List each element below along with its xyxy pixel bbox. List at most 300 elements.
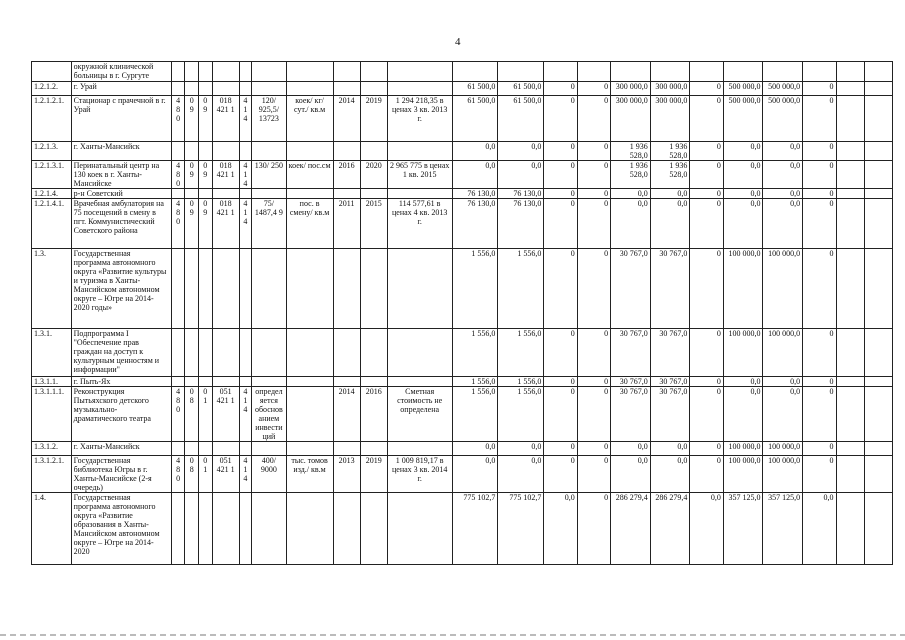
table-row	[32, 189, 893, 199]
value-cell	[333, 189, 360, 199]
value-cell: 0	[803, 82, 836, 96]
value-cell	[185, 329, 199, 377]
value-cell: 0	[577, 96, 610, 142]
value-cell: 0,0	[611, 199, 651, 249]
value-cell: 018 421 1	[212, 96, 239, 142]
table-row	[32, 199, 893, 249]
value-cell: 0,0	[723, 189, 763, 199]
table-row	[32, 82, 893, 96]
value-cell	[252, 442, 286, 456]
value-cell	[864, 199, 892, 249]
value-cell	[836, 442, 864, 456]
value-cell	[864, 82, 892, 96]
value-cell: 0 8	[185, 387, 199, 442]
value-cell	[185, 62, 199, 82]
page-number: 4	[455, 36, 461, 48]
value-cell	[171, 377, 185, 387]
value-cell: 0	[544, 199, 577, 249]
value-cell	[252, 82, 286, 96]
value-cell	[185, 493, 199, 565]
value-cell: 775 102,7	[498, 493, 544, 565]
value-cell	[864, 189, 892, 199]
value-cell: 0 9	[198, 96, 212, 142]
value-cell: 1 556,0	[452, 387, 498, 442]
value-cell	[185, 142, 199, 161]
value-cell: 0,0	[452, 456, 498, 493]
value-cell	[333, 62, 360, 82]
value-cell: 0,0	[803, 493, 836, 565]
value-cell	[333, 493, 360, 565]
value-cell: 0,0	[723, 142, 763, 161]
value-cell	[239, 493, 252, 565]
value-cell	[252, 189, 286, 199]
value-cell	[387, 82, 452, 96]
value-cell: 500 000,0	[723, 96, 763, 142]
value-cell: 1 936 528,0	[611, 142, 651, 161]
value-cell: 0	[544, 442, 577, 456]
value-cell: 300 000,0	[650, 82, 690, 96]
value-cell: 4 8 0	[171, 456, 185, 493]
value-cell: 61 500,0	[452, 96, 498, 142]
value-cell: 1 936 528,0	[650, 142, 690, 161]
value-cell	[252, 142, 286, 161]
row-name-cell: Врачебная амбулатория на 75 посещений в смену в пгт. Коммунистический Советского района	[71, 199, 171, 249]
value-cell: 76 130,0	[452, 199, 498, 249]
value-cell: 0	[690, 387, 723, 442]
table-row	[32, 387, 893, 442]
value-cell: 30 767,0	[611, 329, 651, 377]
value-cell: 0	[803, 199, 836, 249]
row-name-cell: р-н Советский	[71, 189, 171, 199]
value-cell: 4 8 0	[171, 199, 185, 249]
value-cell	[171, 329, 185, 377]
value-cell: 1 936 528,0	[611, 161, 651, 189]
value-cell: 0	[690, 96, 723, 142]
row-number-cell: 1.2.1.2.	[32, 82, 72, 96]
value-cell	[286, 387, 333, 442]
value-cell	[723, 62, 763, 82]
value-cell	[387, 329, 452, 377]
value-cell	[286, 142, 333, 161]
value-cell: 2016	[333, 161, 360, 189]
value-cell	[836, 377, 864, 387]
value-cell: коек/ пос.см	[286, 161, 333, 189]
value-cell	[836, 62, 864, 82]
value-cell: 2014	[333, 387, 360, 442]
value-cell: 61 500,0	[452, 82, 498, 96]
row-name-cell: г. Ханты-Мансийск	[71, 142, 171, 161]
value-cell: 0 9	[198, 161, 212, 189]
value-cell: 0,0	[544, 493, 577, 565]
value-cell	[864, 161, 892, 189]
value-cell: 0 9	[185, 161, 199, 189]
value-cell: пос. в смену/ кв.м	[286, 199, 333, 249]
value-cell	[836, 249, 864, 329]
row-name-cell: Реконструкция Пытьяхского детского музыкально-драматического театра	[71, 387, 171, 442]
value-cell: 30 767,0	[611, 387, 651, 442]
value-cell: 500 000,0	[723, 82, 763, 96]
value-cell: 1 556,0	[498, 329, 544, 377]
value-cell: 018 421 1	[212, 199, 239, 249]
value-cell: 0	[577, 456, 610, 493]
row-name-cell: Подпрограмма I "Обеспечение прав граждан на доступ к культурным ценностям и информации"	[71, 329, 171, 377]
value-cell: 1 556,0	[498, 377, 544, 387]
table-row	[32, 456, 893, 493]
value-cell	[171, 82, 185, 96]
value-cell: 500 000,0	[763, 82, 803, 96]
value-cell: 0,0	[498, 161, 544, 189]
value-cell: 0,0	[498, 142, 544, 161]
value-cell: 0	[803, 96, 836, 142]
value-cell: 0	[577, 387, 610, 442]
value-cell: 2020	[360, 161, 387, 189]
row-name-cell: окружной клинической больницы в г. Сургуте	[71, 62, 171, 82]
value-cell: 0,0	[763, 199, 803, 249]
value-cell: 2013	[333, 456, 360, 493]
value-cell: 4 1 4	[239, 456, 252, 493]
value-cell	[836, 96, 864, 142]
row-number-cell: 1.3.1.2.	[32, 442, 72, 456]
value-cell	[864, 142, 892, 161]
value-cell: 0,0	[650, 189, 690, 199]
value-cell: 300 000,0	[650, 96, 690, 142]
value-cell: 30 767,0	[611, 249, 651, 329]
value-cell: 0	[544, 387, 577, 442]
value-cell: 0	[544, 142, 577, 161]
value-cell	[864, 493, 892, 565]
value-cell	[836, 189, 864, 199]
value-cell: 30 767,0	[611, 377, 651, 387]
row-number-cell: 1.3.1.1.	[32, 377, 72, 387]
value-cell	[239, 82, 252, 96]
table-row	[32, 329, 893, 377]
value-cell	[252, 62, 286, 82]
value-cell	[239, 142, 252, 161]
value-cell: 2011	[333, 199, 360, 249]
value-cell	[864, 249, 892, 329]
row-number-cell: 1.2.1.3.1.	[32, 161, 72, 189]
value-cell	[286, 329, 333, 377]
value-cell	[333, 329, 360, 377]
value-cell: 0	[803, 456, 836, 493]
value-cell: 500 000,0	[763, 96, 803, 142]
value-cell	[333, 442, 360, 456]
value-cell: 4 8 0	[171, 387, 185, 442]
value-cell	[198, 82, 212, 96]
row-number-cell: 1.3.1.2.1.	[32, 456, 72, 493]
value-cell: 1 556,0	[452, 329, 498, 377]
value-cell: 0,0	[723, 161, 763, 189]
value-cell: 1 556,0	[498, 249, 544, 329]
value-cell	[286, 249, 333, 329]
row-name-cell: г. Пыть-Ях	[71, 377, 171, 387]
value-cell: 0	[544, 189, 577, 199]
value-cell: 120/ 925,5/ 13723	[252, 96, 286, 142]
value-cell	[239, 62, 252, 82]
value-cell	[836, 456, 864, 493]
value-cell	[171, 189, 185, 199]
value-cell	[544, 62, 577, 82]
value-cell	[333, 249, 360, 329]
value-cell	[836, 387, 864, 442]
value-cell: 114 577,61 в ценах 4 кв. 2013 г.	[387, 199, 452, 249]
value-cell: 0	[803, 442, 836, 456]
value-cell	[387, 62, 452, 82]
value-cell	[803, 62, 836, 82]
value-cell: коек/ кг/ сут./ кв.м	[286, 96, 333, 142]
value-cell: 0	[544, 377, 577, 387]
value-cell	[387, 142, 452, 161]
value-cell: 051 421 1	[212, 387, 239, 442]
value-cell: 357 125,0	[763, 493, 803, 565]
value-cell: 75/ 1487,4 9	[252, 199, 286, 249]
value-cell: 2 965 775 в ценах 1 кв. 2015	[387, 161, 452, 189]
value-cell	[333, 142, 360, 161]
value-cell: 0	[544, 82, 577, 96]
value-cell	[763, 62, 803, 82]
value-cell: 30 767,0	[650, 249, 690, 329]
value-cell	[360, 142, 387, 161]
value-cell: 30 767,0	[650, 387, 690, 442]
value-cell	[387, 249, 452, 329]
value-cell: 357 125,0	[723, 493, 763, 565]
value-cell: 0	[803, 142, 836, 161]
value-cell	[360, 62, 387, 82]
value-cell: 0,0	[763, 161, 803, 189]
value-cell: 1 556,0	[498, 387, 544, 442]
value-cell: 0,0	[763, 189, 803, 199]
value-cell: 0	[577, 249, 610, 329]
value-cell: 0	[577, 493, 610, 565]
value-cell: 0,0	[650, 456, 690, 493]
table-row	[32, 442, 893, 456]
value-cell	[611, 62, 651, 82]
value-cell: 0,0	[611, 189, 651, 199]
value-cell: 300 000,0	[611, 96, 651, 142]
value-cell: 2016	[360, 387, 387, 442]
value-cell	[239, 377, 252, 387]
value-cell	[171, 493, 185, 565]
value-cell	[239, 329, 252, 377]
value-cell: 4 8 0	[171, 96, 185, 142]
value-cell: Сметная стоимость не определена	[387, 387, 452, 442]
value-cell	[185, 189, 199, 199]
value-cell: 0	[690, 456, 723, 493]
value-cell	[286, 82, 333, 96]
table-row	[32, 377, 893, 387]
value-cell: 0 9	[198, 199, 212, 249]
value-cell: 0	[577, 329, 610, 377]
value-cell: 051 421 1	[212, 456, 239, 493]
value-cell: 2015	[360, 199, 387, 249]
value-cell	[360, 442, 387, 456]
value-cell: 1 936 528,0	[650, 161, 690, 189]
value-cell: 100 000,0	[723, 249, 763, 329]
value-cell: 0	[690, 142, 723, 161]
value-cell	[212, 189, 239, 199]
value-cell	[185, 249, 199, 329]
value-cell	[650, 62, 690, 82]
row-number-cell: 1.2.1.3.	[32, 142, 72, 161]
value-cell: 0,0	[611, 442, 651, 456]
table-row	[32, 249, 893, 329]
value-cell: 0	[803, 387, 836, 442]
row-number-cell: 1.2.1.4.	[32, 189, 72, 199]
value-cell	[212, 62, 239, 82]
table-row	[32, 161, 893, 189]
value-cell	[864, 377, 892, 387]
value-cell: 286 279,4	[650, 493, 690, 565]
value-cell	[212, 249, 239, 329]
row-number-cell: 1.3.1.1.1.	[32, 387, 72, 442]
value-cell	[185, 82, 199, 96]
value-cell	[212, 442, 239, 456]
value-cell: 0,0	[763, 387, 803, 442]
value-cell	[198, 493, 212, 565]
value-cell: 0 8	[185, 456, 199, 493]
value-cell: 0,0	[723, 387, 763, 442]
value-cell: 1 009 819,17 в ценах 3 кв. 2014 г.	[387, 456, 452, 493]
row-name-cell: г. Урай	[71, 82, 171, 96]
value-cell: 018 421 1	[212, 161, 239, 189]
value-cell	[864, 62, 892, 82]
value-cell: 100 000,0	[723, 442, 763, 456]
value-cell	[198, 329, 212, 377]
value-cell: 0	[803, 161, 836, 189]
row-name-cell: Перинатальный центр на 130 коек в г. Ханты-Мансийске	[71, 161, 171, 189]
value-cell	[387, 493, 452, 565]
value-cell: 0,0	[723, 377, 763, 387]
value-cell: 0	[544, 456, 577, 493]
row-name-cell: г. Ханты-Мансийск	[71, 442, 171, 456]
value-cell	[239, 189, 252, 199]
value-cell	[286, 189, 333, 199]
value-cell: 0	[577, 377, 610, 387]
value-cell: тыс. томов изд./ кв.м	[286, 456, 333, 493]
value-cell	[198, 142, 212, 161]
value-cell	[185, 442, 199, 456]
value-cell	[360, 189, 387, 199]
value-cell	[360, 377, 387, 387]
value-cell	[360, 82, 387, 96]
value-cell	[185, 377, 199, 387]
value-cell	[286, 62, 333, 82]
value-cell	[252, 329, 286, 377]
value-cell: 30 767,0	[650, 377, 690, 387]
row-number-cell: 1.2.1.2.1.	[32, 96, 72, 142]
value-cell: 0,0	[452, 161, 498, 189]
table-row	[32, 142, 893, 161]
value-cell: 0 1	[198, 456, 212, 493]
table-row	[32, 96, 893, 142]
value-cell: определяется обоснованием инвестиций	[252, 387, 286, 442]
table-row	[32, 62, 893, 82]
budget-table	[31, 61, 893, 565]
row-number-cell: 1.3.	[32, 249, 72, 329]
value-cell	[171, 249, 185, 329]
value-cell: 0,0	[650, 199, 690, 249]
value-cell	[252, 377, 286, 387]
value-cell: 2014	[333, 96, 360, 142]
value-cell: 0	[544, 96, 577, 142]
value-cell: 0,0	[690, 493, 723, 565]
value-cell: 0,0	[763, 377, 803, 387]
value-cell: 100 000,0	[763, 329, 803, 377]
value-cell	[286, 442, 333, 456]
value-cell: 0	[803, 377, 836, 387]
value-cell	[836, 142, 864, 161]
value-cell	[333, 377, 360, 387]
value-cell	[212, 142, 239, 161]
value-cell: 4 1 4	[239, 96, 252, 142]
value-cell: 0,0	[498, 456, 544, 493]
value-cell: 300 000,0	[611, 82, 651, 96]
value-cell: 0	[577, 142, 610, 161]
value-cell: 4 1 4	[239, 199, 252, 249]
value-cell: 4 8 0	[171, 161, 185, 189]
value-cell: 1 556,0	[452, 377, 498, 387]
value-cell	[387, 442, 452, 456]
value-cell	[212, 377, 239, 387]
value-cell: 0,0	[498, 442, 544, 456]
value-cell: 2019	[360, 96, 387, 142]
value-cell	[198, 62, 212, 82]
value-cell	[198, 189, 212, 199]
row-name-cell: Государственная программа автономного округа «Развитие образования в Ханты-Мансийском автономном округе – Югре на 2014-2020	[71, 493, 171, 565]
row-number-cell	[32, 62, 72, 82]
value-cell: 4 1 4	[239, 387, 252, 442]
value-cell: 0	[690, 249, 723, 329]
value-cell	[836, 82, 864, 96]
value-cell	[286, 377, 333, 387]
value-cell: 0	[577, 82, 610, 96]
value-cell	[864, 442, 892, 456]
value-cell	[198, 377, 212, 387]
value-cell	[864, 329, 892, 377]
value-cell: 775 102,7	[452, 493, 498, 565]
value-cell: 0	[690, 442, 723, 456]
value-cell: 1 294 218,35 в ценах 3 кв. 2013 г.	[387, 96, 452, 142]
value-cell: 0	[577, 161, 610, 189]
value-cell	[212, 329, 239, 377]
value-cell: 61 500,0	[498, 82, 544, 96]
value-cell	[577, 62, 610, 82]
value-cell	[360, 329, 387, 377]
value-cell	[333, 82, 360, 96]
value-cell	[252, 249, 286, 329]
value-cell: 100 000,0	[763, 249, 803, 329]
value-cell: 0,0	[611, 456, 651, 493]
row-name-cell: Стационар с прачечной в г. Урай	[71, 96, 171, 142]
value-cell: 0	[544, 161, 577, 189]
value-cell	[498, 62, 544, 82]
row-number-cell: 1.2.1.4.1.	[32, 199, 72, 249]
value-cell: 0 9	[185, 199, 199, 249]
value-cell	[360, 249, 387, 329]
row-name-cell: Государственная программа автономного округа «Развитие культуры и туризма в Ханты-Мансийском автономном округе – Югре на 2014-2020 годы»	[71, 249, 171, 329]
value-cell	[864, 456, 892, 493]
value-cell: 76 130,0	[498, 199, 544, 249]
value-cell	[836, 329, 864, 377]
value-cell: 0 1	[198, 387, 212, 442]
value-cell	[360, 493, 387, 565]
value-cell: 400/ 9000	[252, 456, 286, 493]
value-cell: 0	[690, 377, 723, 387]
value-cell: 0	[577, 199, 610, 249]
value-cell	[198, 249, 212, 329]
value-cell: 100 000,0	[763, 442, 803, 456]
value-cell	[387, 189, 452, 199]
